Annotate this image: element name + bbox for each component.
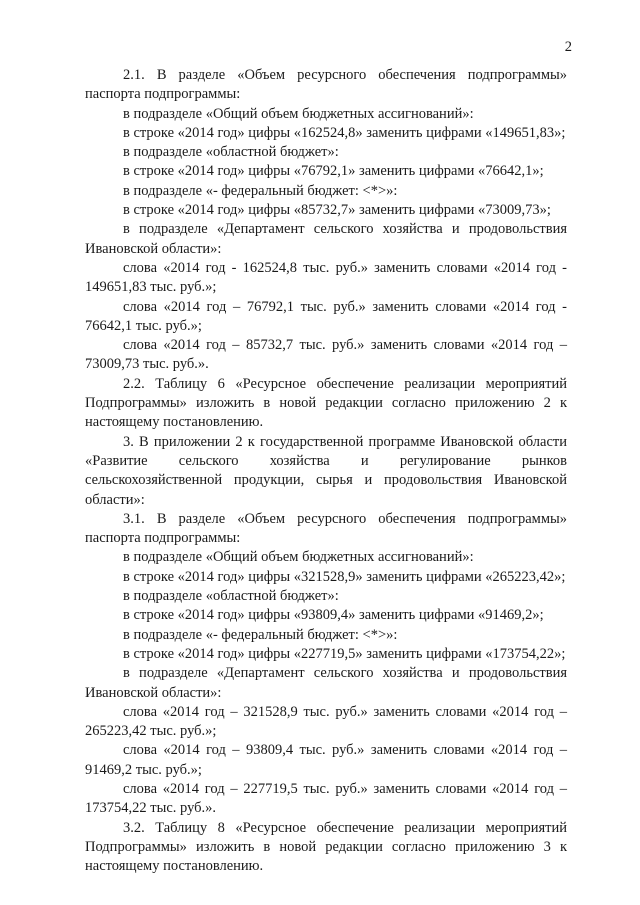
paragraph-regional-2014-figures-2: в строке «2014 год» цифры «93809,4» заменить цифрами «91469,2»;: [123, 607, 544, 624]
paragraph-department-subsection: в подразделе «Департамент сельского хозяйства и продовольствия Ивановской области»:: [85, 221, 567, 257]
paragraph-total-2014-figures: в строке «2014 год» цифры «162524,8» заменить цифрами «149651,83»;: [123, 124, 566, 141]
paragraph-regional-budget-subsection-2: в подразделе «областной бюджет»:: [123, 588, 339, 605]
paragraph-total-budget-subsection: в подразделе «Общий объем бюджетных ассигнований»:: [123, 105, 474, 122]
paragraph-department-words-regional-2: слова «2014 год – 93809,4 тыс. руб.» заменить словами «2014 год – 91469,2 тыс. руб.»;: [85, 742, 567, 778]
document-body: [85, 66, 567, 876]
paragraph-regional-budget-subsection: в подразделе «областной бюджет»:: [123, 144, 339, 161]
paragraph-department-words-federal-2: слова «2014 год – 227719,5 тыс. руб.» заменить словами «2014 год – 173754,22 тыс. руб.».: [85, 780, 567, 817]
paragraph-federal-2014-figures-2: в строке «2014 год» цифры «227719,5» заменить цифрами «173754,22»;: [123, 645, 566, 662]
paragraph-3-1-section: 3.1. В разделе «Объем ресурсного обеспечения подпрограммы» паспорта подпрограммы:: [85, 510, 567, 547]
paragraph-department-words-regional: слова «2014 год – 76792,1 тыс. руб.» заменить словами «2014 год - 76642,1 тыс. руб.»;: [85, 298, 567, 334]
paragraph-federal-budget-subsection-2: в подразделе «- федеральный бюджет: <*>»:: [123, 626, 398, 643]
paragraph-federal-2014-figures: в строке «2014 год» цифры «85732,7» заменить цифрами «73009,73»;: [123, 202, 551, 219]
paragraph-total-2014-figures-2: в строке «2014 год» цифры «321528,9» заменить цифрами «265223,42»;: [123, 568, 566, 585]
paragraph-3-2-table-8: 3.2. Таблицу 8 «Ресурсное обеспечение реализации мероприятий Подпрограммы» изложить в новой редакции согласно приложению 3 к настоящему постановлению.: [85, 819, 567, 875]
paragraph-department-words-total-2: слова «2014 год – 321528,9 тыс. руб.» заменить словами «2014 год – 265223,42 тыс. руб.»;: [85, 703, 567, 740]
paragraph-department-subsection-2: в подразделе «Департамент сельского хозяйства и продовольствия Ивановской области»:: [85, 665, 567, 701]
paragraph-3-appendix-2: 3. В приложении 2 к государственной программе Ивановской области «Развитие сельского хозяйства и регулирование рынков сельскохозяйственной продукции, сырья и продовольствия Ивановской области»:: [85, 433, 567, 508]
paragraph-2-1-section: 2.1. В разделе «Объем ресурсного обеспечения подпрограммы» паспорта подпрограммы:: [85, 67, 567, 103]
paragraph-regional-2014-figures: в строке «2014 год» цифры «76792,1» заменить цифрами «76642,1»;: [123, 163, 544, 180]
paragraph-total-budget-subsection-2: в подразделе «Общий объем бюджетных ассигнований»:: [123, 549, 474, 566]
paragraph-department-words-federal: слова «2014 год – 85732,7 тыс. руб.» заменить словами «2014 год – 73009,73 тыс. руб.».: [85, 337, 567, 373]
paragraph-department-words-total: слова «2014 год - 162524,8 тыс. руб.» заменить словами «2014 год - 149651,83 тыс. руб.»;: [85, 259, 567, 296]
paragraph-2-2-table-6: 2.2. Таблицу 6 «Ресурсное обеспечение реализации мероприятий Подпрограммы» изложить в новой редакции согласно приложению 2 к настоящему постановлению.: [85, 375, 567, 431]
paragraph-federal-budget-subsection: в подразделе «- федеральный бюджет: <*>»:: [123, 182, 398, 199]
page-number: 2: [564, 39, 572, 55]
